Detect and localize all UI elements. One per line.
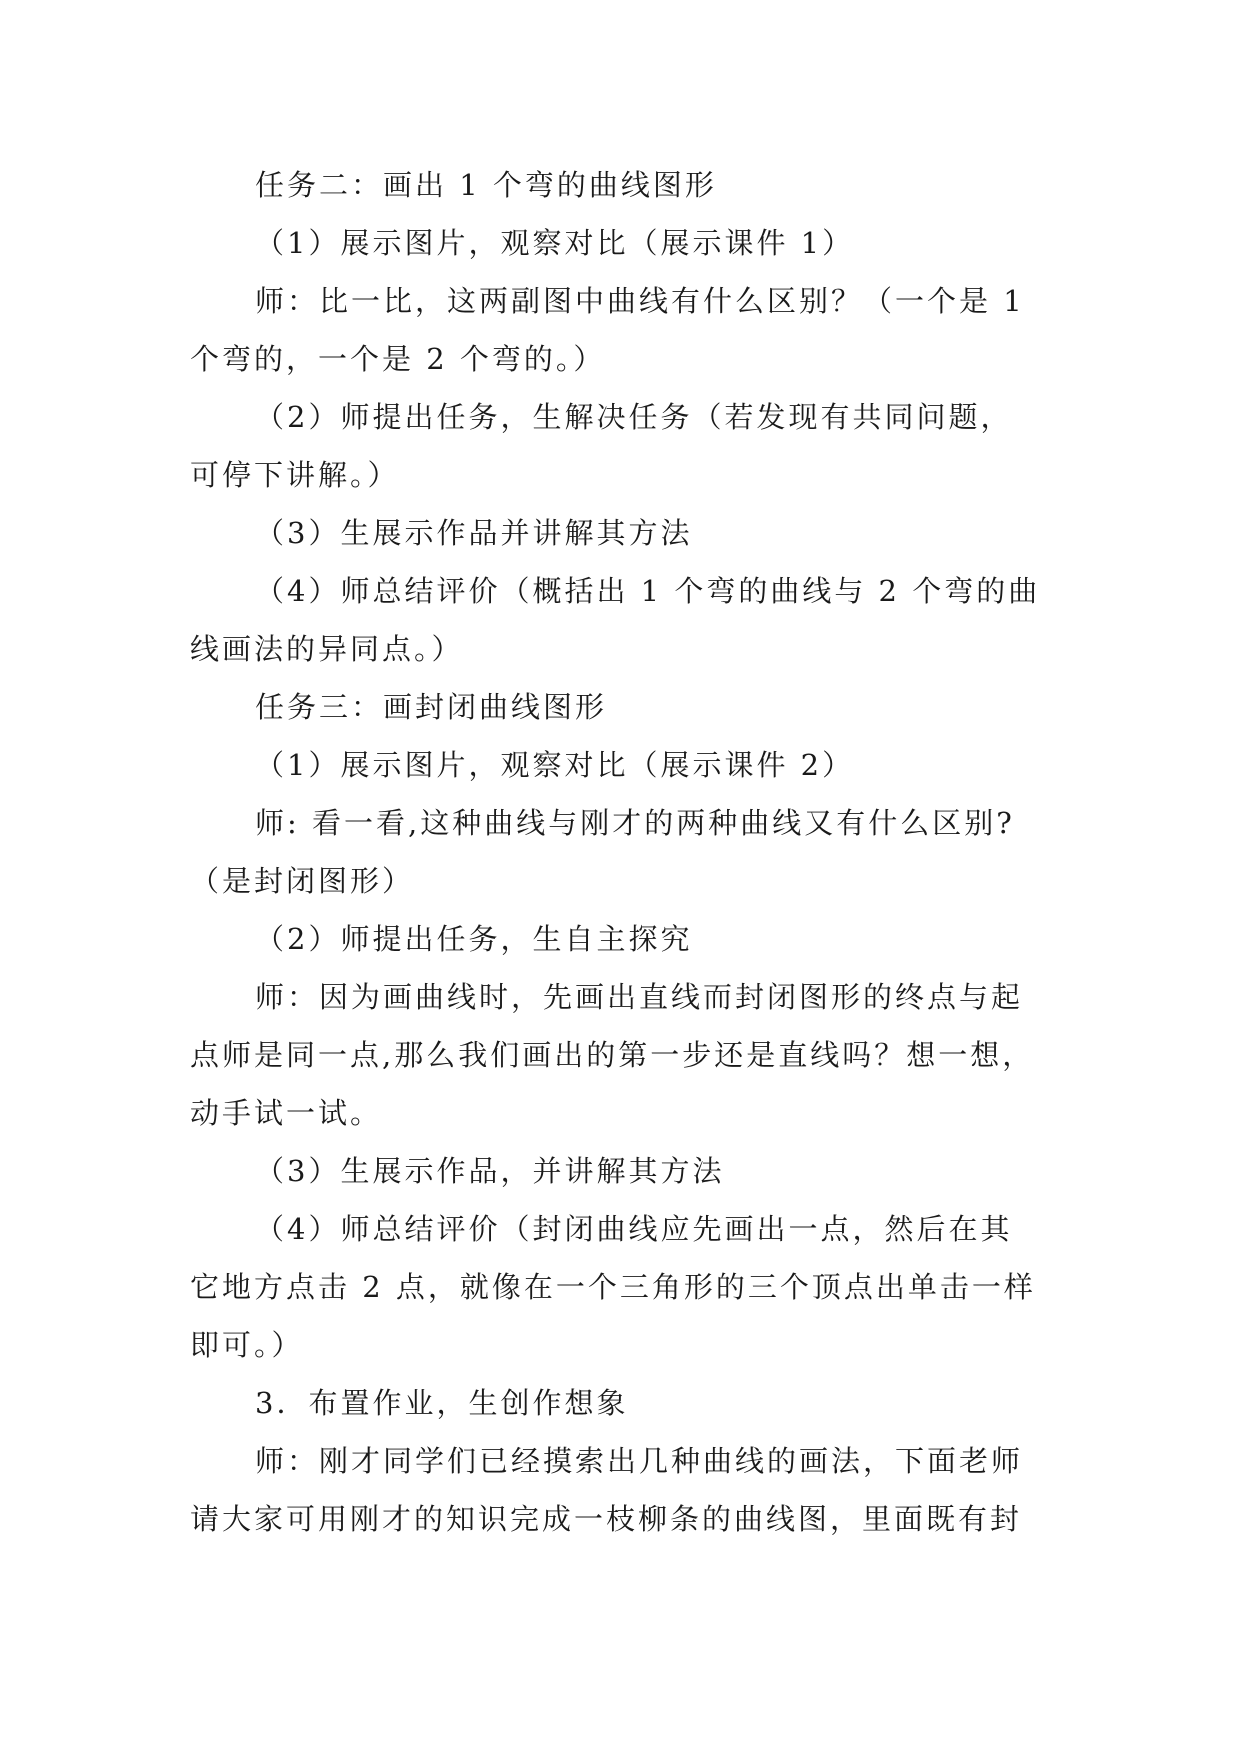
text-line: 请大家可用刚才的知识完成一枝柳条的曲线图，里面既有封 [190, 1502, 1023, 1536]
text-line: 线画法的异同点。） [190, 632, 464, 666]
text-line: 师：比一比，这两副图中曲线有什么区别？（一个是 1 [255, 284, 1025, 318]
text-line: （4）师总结评价（封闭曲线应先画出一点，然后在其 [255, 1212, 1013, 1246]
text-line: 师: 看一看,这种曲线与刚才的两种曲线又有什么区别? [255, 806, 1015, 840]
text-line: 3．布置作业，生创作想象 [255, 1386, 629, 1420]
text-line: （2）师提出任务，生自主探究 [255, 922, 693, 956]
text-line: （4）师总结评价（概括出 1 个弯的曲线与 2 个弯的曲 [255, 574, 1041, 608]
text-line: 可停下讲解。） [190, 458, 400, 492]
text-line: 任务三：画封闭曲线图形 [255, 690, 608, 724]
text-line: 任务二：画出 1 个弯的曲线图形 [255, 168, 717, 202]
text-line: 师：因为画曲线时，先画出直线而封闭图形的终点与起 [255, 980, 1024, 1014]
text-line: （1）展示图片，观察对比（展示课件 2） [255, 748, 855, 782]
text-line: （3）生展示作品，并讲解其方法 [255, 1154, 725, 1188]
text-line: （是封闭图形） [190, 864, 415, 898]
text-line: （3）生展示作品并讲解其方法 [255, 516, 693, 550]
text-line: 它地方点击 2 点，就像在一个三角形的三个顶点出单击一样 [190, 1270, 1036, 1304]
text-line: （2）师提出任务，生解决任务（若发现有共同问题， [255, 400, 1013, 434]
text-line: 点师是同一点,那么我们画出的第一步还是直线吗？想一想， [190, 1038, 1035, 1072]
text-line: 个弯的，一个是 2 个弯的。） [190, 342, 606, 376]
text-line: 即可。） [190, 1328, 304, 1362]
text-line: 动手试一试。 [190, 1096, 383, 1130]
text-line: （1）展示图片，观察对比（展示课件 1） [255, 226, 855, 260]
text-line: 师：刚才同学们已经摸索出几种曲线的画法，下面老师 [255, 1444, 1024, 1478]
